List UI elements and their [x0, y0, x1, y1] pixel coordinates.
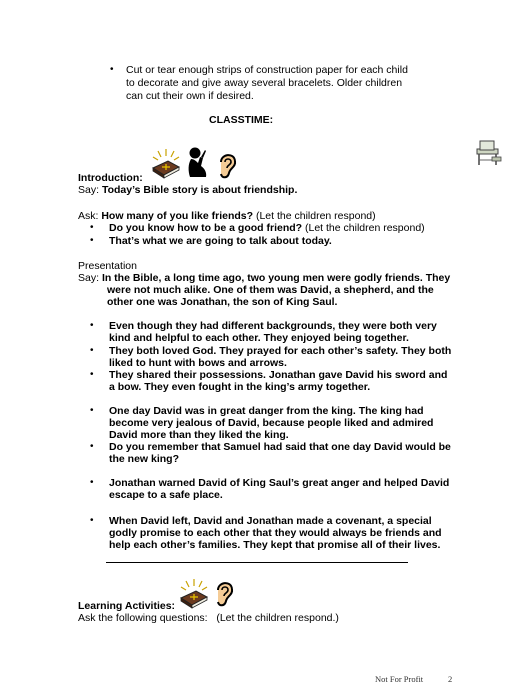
footer-text: Not For Profit	[375, 674, 424, 684]
story-bullet-4-line-3: David more than they liked the king.	[109, 429, 289, 441]
prep-line-2: to decorate and give away several bracelets. Older children	[126, 77, 403, 89]
story-bullet-4-line-2: become very jealous of David, because people liked and admired	[109, 417, 434, 429]
bullet-dot: •	[90, 477, 94, 488]
story-bullet-1-line-1: Even though they had different backgrounds, they were both very	[109, 320, 437, 332]
bullet-dot: •	[90, 235, 94, 246]
intro-ask-note: (Let the children respond)	[255, 210, 376, 222]
bullet-dot: •	[90, 405, 94, 416]
classroom-chair-icon	[474, 138, 504, 168]
story-bullet-7-line-3: help each other’s families. They kept that promise all of their lives.	[109, 539, 441, 551]
intro-bullet-1-note: (Let the children respond)	[305, 222, 425, 234]
ear-icon	[215, 150, 239, 180]
intro-ask-question: How many of you like friends?	[101, 210, 254, 222]
bullet-dot: •	[110, 64, 114, 75]
say-label: Say:	[78, 272, 100, 284]
story-bullet-2-line-1: They both loved God. They prayed for each other’s safety. They both	[109, 345, 452, 357]
bullet-dot: •	[90, 345, 94, 356]
story-bullet-6-line-1: Jonathan warned David of King Saul’s great anger and helped David	[109, 477, 450, 489]
section-divider	[106, 562, 408, 563]
bullet-dot: •	[90, 222, 94, 233]
intro-bullet-1-text: Do you know how to be a good friend?	[109, 222, 303, 234]
presentation-say-line-1	[78, 272, 450, 284]
intro-bullet-1	[109, 222, 425, 234]
intro-say-text: Today’s Bible story is about friendship.	[101, 184, 298, 196]
prep-line-1: Cut or tear enough strips of construction paper for each child	[126, 64, 408, 76]
learning-activities-heading: Learning Activities:	[78, 600, 176, 612]
story-bullet-5-line-2: the new king?	[109, 453, 180, 465]
bullet-dot: •	[90, 369, 94, 380]
introduction-heading: Introduction:	[78, 172, 143, 184]
praying-child-icon	[186, 146, 210, 180]
presentation-say-line-2: were not much alike. One of them was David, a shepherd, and the	[107, 284, 434, 296]
story-bullet-7-line-2: godly promise to each other that they would always be friends and	[109, 527, 442, 539]
bullet-dot: •	[90, 441, 94, 452]
intro-bullet-2: That’s what we are going to talk about today.	[109, 235, 332, 247]
page-number: 2	[448, 674, 453, 684]
story-bullet-1-line-2: kind and helpful to each other. They enjoyed being together.	[109, 332, 409, 344]
story-bullet-6-line-2: escape to a safe place.	[109, 489, 223, 501]
bible-icon	[178, 578, 210, 610]
story-bullet-7-line-1: When David left, David and Jonathan made a covenant, a special	[109, 515, 432, 527]
presentation-say-line-3: other one was Jonathan, the son of King Saul.	[107, 296, 338, 308]
presentation-heading: Presentation	[78, 260, 137, 272]
ear-icon	[212, 578, 236, 608]
ask-label: Ask:	[78, 210, 99, 222]
story-bullet-4-line-1: One day David was in great danger from the king. The king had	[109, 405, 424, 417]
bible-icon	[150, 148, 182, 180]
story-bullet-3-line-2: a bow. They even fought in the king’s army together.	[109, 381, 371, 393]
presentation-say-text-1: In the Bible, a long time ago, two young men were godly friends. They	[101, 272, 451, 284]
story-bullet-5-line-1: Do you remember that Samuel had said that one day David would be	[109, 441, 451, 453]
intro-ask-line	[78, 210, 376, 222]
learning-ask-note: (Let the children respond.)	[216, 612, 339, 624]
learning-ask-line	[78, 612, 339, 624]
say-label: Say:	[78, 184, 100, 196]
classtime-heading: CLASSTIME:	[209, 114, 274, 126]
prep-line-3: can cut their own if desired.	[126, 90, 254, 102]
learning-ask-text: Ask the following questions:	[78, 612, 208, 624]
bullet-dot: •	[90, 515, 94, 526]
story-bullet-3-line-1: They shared their possessions. Jonathan gave David his sword and	[109, 369, 448, 381]
story-bullet-2-line-2: liked to hunt with bows and arrows.	[109, 357, 287, 369]
intro-say-line	[78, 184, 297, 196]
bullet-dot: •	[90, 320, 94, 331]
